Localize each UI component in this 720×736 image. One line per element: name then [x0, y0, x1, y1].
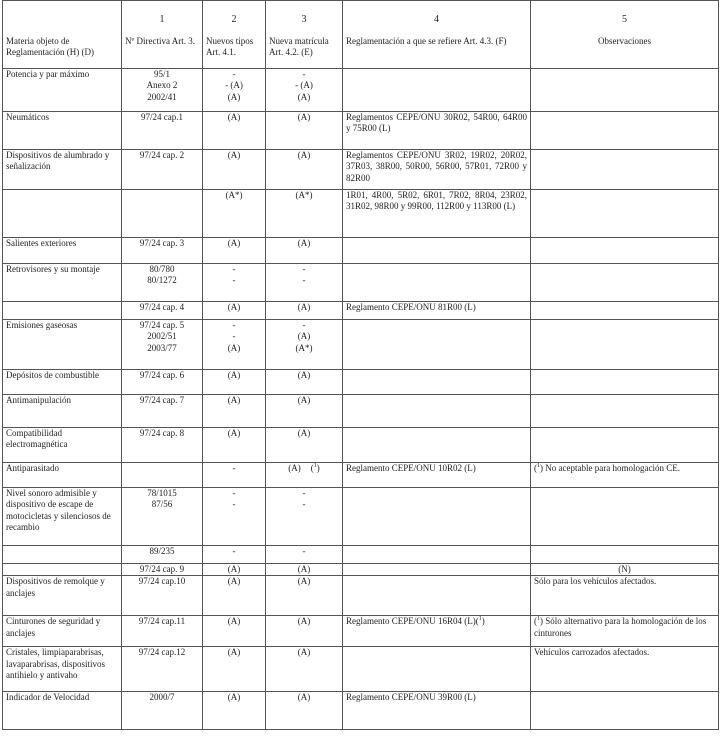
cell-line: (A) — [297, 112, 311, 122]
directive-cell — [122, 692, 203, 730]
cell-line: 95/1 — [153, 69, 170, 79]
regulation-cell — [343, 576, 531, 616]
table-row — [3, 320, 719, 370]
new-types-cell — [203, 320, 266, 370]
cell-line: (N) — [618, 564, 631, 574]
footnote-mark: ($^1$) — [534, 463, 546, 473]
regulation-cell — [343, 647, 531, 692]
cell-line: 1R01, 4R00, 5R02, 6R01, 7R02, 8R04, 23R02, 31R02, 98R00 y 99R00, 112R00 y 113R00 (L) — [346, 190, 527, 212]
cell-line: (A) — [288, 463, 301, 473]
regulation-cell — [343, 428, 531, 463]
cell-line: Reglamento CEPE/ONU 81R00 (L) — [346, 302, 476, 312]
table-row — [3, 264, 719, 302]
footnote-mark: ($^1$) — [475, 616, 485, 627]
cell-line: 2000/7 — [149, 692, 175, 703]
table-row — [3, 616, 719, 647]
regulation-cell — [343, 190, 531, 238]
cell-line: 80/780 — [149, 264, 175, 274]
subject-cell — [3, 112, 122, 150]
table-row — [3, 395, 719, 428]
cell-line: Vehículos carrozados afectados. — [534, 647, 650, 658]
directive-cell — [122, 488, 203, 546]
cell-line: - — [232, 499, 236, 510]
new-types-cell — [203, 190, 266, 238]
directive-cell — [122, 564, 203, 576]
new-types-cell — [203, 69, 266, 112]
observations-cell — [531, 264, 719, 302]
observations-cell — [531, 546, 719, 564]
cell-line: 80/1272 — [147, 275, 177, 286]
cell-line: - — [232, 275, 236, 286]
new-types-cell — [203, 302, 266, 320]
table-row — [3, 370, 719, 395]
cell-line: (A) — [297, 564, 311, 574]
observations-cell — [531, 576, 719, 616]
table-header-row — [3, 1, 719, 69]
table-row — [3, 112, 719, 150]
regulation-cell — [343, 238, 531, 264]
cell-line: Nivel sonoro admisible y dispositivo de escape de motocicletas y silenciosos de recambio — [6, 488, 111, 532]
cell-line: Sólo alternativo para la homologación de los cinturones — [534, 616, 707, 638]
cell-line: Reglamentos CEPE/ONU 3R02, 19R02, 20R02, 37R03, 38R00, 50R00, 56R00, 57R01, 72R00 y 82R00 — [346, 150, 527, 183]
cell-line: (A) — [227, 342, 241, 353]
regulation-cell — [343, 395, 531, 428]
new-registration-cell — [266, 150, 343, 190]
header-cell-2: 2 Nuevos tipos Art. 4.1. — [203, 1, 266, 69]
regulation-table — [2, 0, 719, 730]
header-cell-1: 1 Nº Directiva Art. 3. — [122, 1, 203, 69]
cell-line: Compatibilidad electromagnética — [6, 428, 68, 450]
table-row — [3, 564, 719, 576]
new-types-cell — [203, 238, 266, 264]
subject-cell — [3, 150, 122, 190]
cell-line: (A) — [227, 150, 241, 160]
cell-line: No aceptable para homologación CE. — [545, 463, 680, 473]
new-registration-cell — [266, 564, 343, 576]
directive-cell — [122, 238, 203, 264]
new-registration-cell — [266, 302, 343, 320]
cell-line: (A) — [227, 238, 241, 248]
regulation-cell — [343, 264, 531, 302]
new-types-cell — [203, 264, 266, 302]
table-row — [3, 488, 719, 546]
cell-line: (A) — [227, 112, 241, 122]
directive-cell — [122, 370, 203, 395]
cell-line: - — [232, 69, 236, 79]
cell-line: - — [302, 499, 306, 510]
cell-line: 97/24 cap. 4 — [139, 302, 185, 312]
directive-cell — [122, 616, 203, 647]
cell-line: (A) — [297, 370, 311, 380]
regulation-cell — [343, 546, 531, 564]
cell-line: Salientes exteriores — [6, 238, 77, 248]
cell-line: 97/24 cap. 8 — [139, 428, 185, 438]
subject-cell — [3, 395, 122, 428]
observations-cell — [531, 488, 719, 546]
new-registration-cell — [266, 69, 343, 112]
cell-line: 78/1015 — [147, 488, 177, 498]
cell-line: 2003/77 — [147, 342, 177, 353]
cell-line: (A) — [297, 395, 311, 405]
cell-line: (A) — [227, 692, 241, 703]
new-registration-cell — [266, 576, 343, 616]
observations-cell — [531, 238, 719, 264]
new-registration-cell — [266, 463, 343, 488]
regulation-cell — [343, 692, 531, 730]
cell-line: - — [232, 264, 236, 274]
cell-line: - — [232, 320, 236, 330]
directive-cell — [122, 463, 203, 488]
table-row — [3, 692, 719, 730]
directive-cell — [122, 395, 203, 428]
table-row — [3, 150, 719, 190]
cell-line: Cinturones de seguridad y anclajes — [6, 616, 101, 638]
regulation-cell — [343, 616, 531, 647]
cell-line: 97/24 cap. 7 — [139, 395, 185, 405]
table-row — [3, 428, 719, 463]
subject-cell — [3, 463, 122, 488]
cell-line: - (A) — [295, 80, 313, 91]
cell-line: 89/235 — [149, 546, 175, 556]
new-registration-cell — [266, 370, 343, 395]
cell-line: (A) — [227, 428, 241, 438]
cell-line: Neumáticos — [6, 112, 49, 122]
table-row — [3, 576, 719, 616]
cell-line: 97/24 cap. 2 — [139, 150, 185, 160]
directive-cell — [122, 302, 203, 320]
observations-cell — [531, 370, 719, 395]
new-types-cell — [203, 488, 266, 546]
regulation-cell — [343, 302, 531, 320]
cell-line: (A*) — [295, 190, 313, 200]
cell-line: 87/56 — [151, 499, 173, 510]
new-types-cell — [203, 395, 266, 428]
table-row — [3, 647, 719, 692]
directive-cell — [122, 546, 203, 564]
subject-cell — [3, 616, 122, 647]
directive-cell — [122, 150, 203, 190]
cell-line: (A) — [227, 370, 241, 380]
new-registration-cell — [266, 647, 343, 692]
regulation-cell — [343, 564, 531, 576]
cell-line: - — [302, 488, 306, 498]
cell-line: (A) — [227, 91, 241, 102]
directive-cell — [122, 576, 203, 616]
new-types-cell — [203, 463, 266, 488]
directive-cell — [122, 320, 203, 370]
regulation-cell — [343, 69, 531, 112]
cell-line: 97/24 cap. 5 — [139, 320, 185, 330]
table-row — [3, 463, 719, 488]
cell-line: 2002/41 — [147, 91, 177, 102]
cell-line: - (A) — [225, 80, 243, 91]
cell-line: 97/24 cap.11 — [138, 616, 186, 627]
cell-line: - — [302, 546, 306, 556]
table-row — [3, 69, 719, 112]
directive-cell — [122, 190, 203, 238]
cell-line: 97/24 cap. 9 — [139, 564, 185, 574]
table-row — [3, 546, 719, 564]
cell-line: (A) — [297, 616, 311, 627]
observations-cell — [531, 150, 719, 190]
subject-cell — [3, 320, 122, 370]
new-types-cell — [203, 370, 266, 395]
header-cell-5: 5 Observaciones — [531, 1, 719, 69]
observations-cell — [531, 112, 719, 150]
header-cell-4: 4 Reglamentación a que se refiere Art. 4.3. (F) — [343, 1, 531, 69]
observations-cell — [531, 395, 719, 428]
cell-line: - — [232, 546, 236, 556]
new-types-cell — [203, 692, 266, 730]
subject-cell — [3, 647, 122, 692]
footnote-mark: ($^1$) — [534, 616, 546, 627]
cell-line: (A) — [227, 395, 241, 405]
cell-line: (A) — [297, 238, 311, 248]
cell-line: Anexo 2 — [146, 80, 178, 91]
new-types-cell — [203, 112, 266, 150]
cell-line: Retrovisores y su montaje — [6, 264, 100, 274]
new-types-cell — [203, 150, 266, 190]
new-registration-cell — [266, 190, 343, 238]
cell-line: - — [232, 488, 236, 498]
observations-cell — [531, 463, 719, 488]
cell-line: (A) — [227, 302, 241, 312]
table-row — [3, 190, 719, 238]
cell-line: (A*) — [225, 190, 243, 200]
cell-line: Reglamento CEPE/ONU 16R04 (L) — [346, 616, 476, 627]
new-registration-cell — [266, 395, 343, 428]
cell-line: (A) — [227, 616, 241, 627]
cell-line: - — [302, 264, 306, 274]
subject-cell — [3, 69, 122, 112]
subject-cell — [3, 564, 122, 576]
cell-line: (A) — [297, 302, 311, 312]
observations-cell — [531, 69, 719, 112]
cell-line: Sólo para los vehículos afectados. — [534, 576, 657, 587]
cell-line: (A) — [297, 428, 311, 438]
regulation-cell — [343, 150, 531, 190]
cell-line: (A) — [297, 692, 311, 703]
directive-cell — [122, 428, 203, 463]
observations-cell — [531, 428, 719, 463]
subject-cell — [3, 692, 122, 730]
new-types-cell — [203, 647, 266, 692]
observations-cell — [531, 692, 719, 730]
new-registration-cell — [266, 428, 343, 463]
cell-line: - — [232, 331, 236, 342]
cell-line: Emisiones gaseosas — [6, 320, 78, 330]
cell-line: Reglamentos CEPE/ONU 30R02, 54R00, 64R00 y 75R00 (L) — [346, 112, 527, 134]
subject-cell — [3, 576, 122, 616]
subject-cell — [3, 428, 122, 463]
observations-cell — [531, 190, 719, 238]
observations-cell — [531, 564, 719, 576]
subject-cell — [3, 264, 122, 302]
cell-line: - — [302, 69, 306, 79]
directive-cell — [122, 264, 203, 302]
cell-line: (A) — [297, 150, 311, 160]
cell-line: Dispositivos de alumbrado y señalización — [6, 150, 110, 172]
new-registration-cell — [266, 546, 343, 564]
new-types-cell — [203, 546, 266, 564]
new-registration-cell — [266, 692, 343, 730]
new-types-cell — [203, 576, 266, 616]
regulation-cell — [343, 112, 531, 150]
cell-line: 97/24 cap.10 — [138, 576, 186, 587]
new-registration-cell — [266, 264, 343, 302]
directive-cell — [122, 647, 203, 692]
header-cell-0: Materia objeto de Reglamentación (H) (D) — [3, 1, 122, 69]
directive-cell — [122, 69, 203, 112]
cell-line: (A) — [297, 647, 311, 658]
observations-cell — [531, 647, 719, 692]
cell-line: 97/24 cap. 6 — [139, 370, 185, 380]
footnote-mark: ($^1$) — [310, 463, 320, 473]
regulation-cell — [343, 320, 531, 370]
new-registration-cell — [266, 616, 343, 647]
cell-line: - — [302, 320, 306, 330]
new-registration-cell — [266, 488, 343, 546]
cell-line: - — [302, 275, 306, 286]
new-types-cell — [203, 428, 266, 463]
cell-line: (A) — [297, 331, 311, 342]
cell-line: Cristales, limpiaparabrisas, lavaparabrisas, dispositivos antihielo y antivaho — [6, 647, 105, 680]
cell-line: (A) — [297, 91, 311, 102]
subject-cell — [3, 238, 122, 264]
table-row — [3, 238, 719, 264]
cell-line: Antiparasitado — [6, 463, 59, 473]
new-registration-cell — [266, 112, 343, 150]
new-registration-cell — [266, 320, 343, 370]
cell-line: 97/24 cap. 3 — [139, 238, 185, 248]
cell-line: Dispositivos de remolque y anclajes — [6, 576, 105, 598]
new-registration-cell — [266, 238, 343, 264]
cell-line: (A*) — [295, 342, 313, 353]
subject-cell — [3, 190, 122, 238]
subject-cell — [3, 370, 122, 395]
cell-line: (A) — [227, 647, 241, 658]
cell-line: 97/24 cap.12 — [138, 647, 186, 658]
subject-cell — [3, 546, 122, 564]
table-row — [3, 302, 719, 320]
cell-line: Antimanipulación — [6, 395, 71, 405]
cell-line: Reglamento CEPE/ONU 10R02 (L) — [346, 463, 476, 473]
cell-line: - — [232, 463, 236, 473]
cell-line: Depósitos de combustible — [6, 370, 99, 380]
observations-cell — [531, 320, 719, 370]
observations-cell — [531, 616, 719, 647]
subject-cell — [3, 302, 122, 320]
new-types-cell — [203, 564, 266, 576]
subject-cell — [3, 488, 122, 546]
cell-line: 2002/51 — [147, 331, 177, 342]
directive-cell — [122, 112, 203, 150]
cell-line: (A) — [227, 576, 241, 587]
observations-cell — [531, 302, 719, 320]
regulation-cell — [343, 463, 531, 488]
cell-line: Potencia y par máximo — [6, 69, 90, 79]
cell-line: Indicador de Velocidad — [6, 692, 90, 703]
cell-line: 97/24 cap.1 — [141, 112, 183, 122]
cell-line: (A) — [297, 576, 311, 587]
new-types-cell — [203, 616, 266, 647]
header-cell-3: 3 Nueva matrícula Art. 4.2. (E) — [266, 1, 343, 69]
regulation-cell — [343, 488, 531, 546]
cell-line: (A) — [227, 564, 241, 574]
cell-line: Reglamento CEPE/ONU 39R00 (L) — [346, 692, 476, 703]
regulation-cell — [343, 370, 531, 395]
